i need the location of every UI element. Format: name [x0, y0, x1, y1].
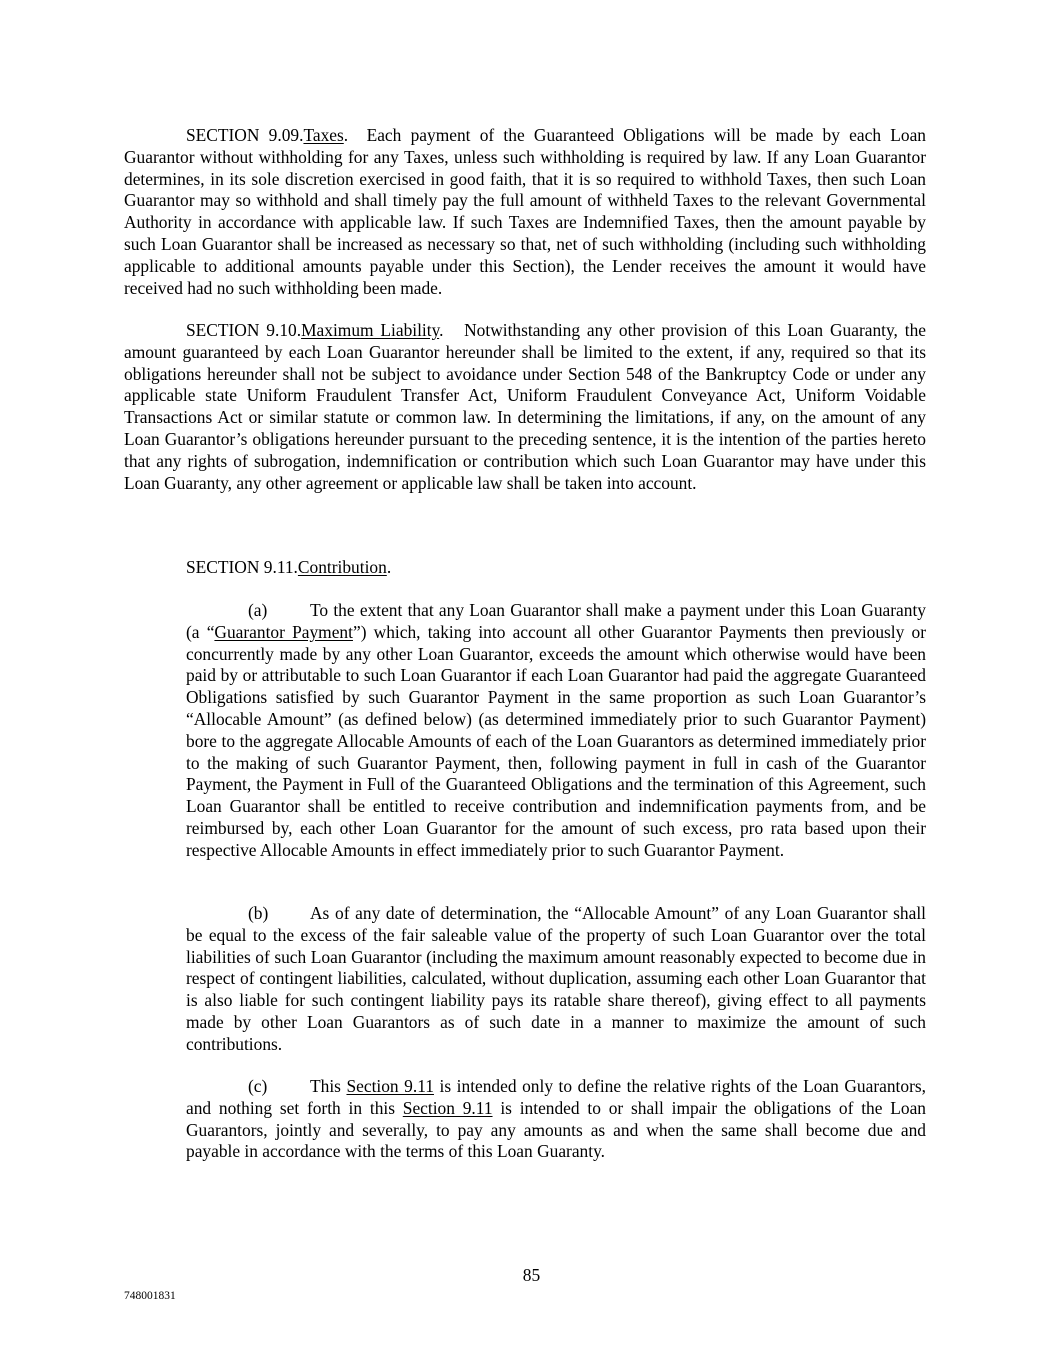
clause-a-text-2: ”) which, taking into account all other Guarantor Payments then previously or concurrently made by any other Loan Guarantor, exceeds the amount which otherwise would have been paid by or attributable to such Loan Guarantor if each Loan Guarantor had paid the aggregate Guaranteed Obligations satisfied by such Guarantor Payment in the same proportion as such Loan Guarantor’s “Allocable Amount” (as defined below) (as determined immediately prior to such Guarantor Payment) bore to the aggregate Allocable Amounts of each of the Loan Guarantors as determined immediately prior to the making of such Guarantor Payment, then, following payment in full in cash of the Guarantor Payment, the Payment in Full of the Guaranteed Obligations and the termination of this Agreement, such Loan Guarantor shall be entitled to receive contribution and indemnification payments from, and be reimbursed by, each other Loan Guarantor for the amount of such excess, pro rata based upon their respective Allocable Amounts in effect immediately prior to such Guarantor Payment.: [186, 621, 927, 860]
section-9-09: SECTION 9.09.Taxes. Each payment of the Guaranteed Obligations will be made by each Loan Guarantor without withholding for any Taxes, unless such withholding is required by law. If any Loan Guarantor determines, in its sole discretion exercised in good faith, that it is so required to withhold Taxes, then such Loan Guarantor may so withhold and shall timely pay the full amount of withheld Taxes to the relevant Governmental Authority in accordance with applicable law. If such Taxes are Indemnified Taxes, then the amount payable by such Loan Guarantor shall be increased as necessary so that, net of such withholding (including such withholding applicable to additional amounts payable under this Section), the Lender receives the amount it would have received had no such withholding been made.: [124, 125, 926, 298]
section-9-11-title: Contribution: [297, 557, 387, 577]
section-9-10-title: Maximum Liability: [301, 320, 440, 340]
clause-c-text-1: This: [310, 1076, 347, 1096]
clause-c: [186, 1076, 926, 1163]
clause-b: [186, 903, 926, 1056]
section-9-09-title: Taxes: [303, 125, 344, 145]
page-number: 85: [522, 1265, 541, 1285]
section-9-10-body: Notwithstanding any other provision of this Loan Guaranty, the amount guaranteed by each Loan Guarantor hereunder shall be limited to the extent, if any, required so that its obligations hereunder shall not be subject to avoidance under Section 548 of the Bankruptcy Code or under any applicable state Uniform Fraudulent Transfer Act, Uniform Fraudulent Conveyance Act, Uniform Voidable Transactions Act or similar statute or common law. In determining the limitations, if any, on the amount of any Loan Guarantor’s obligations hereunder pursuant to the preceding sentence, it is the intention of the parties hereto that any rights of subrogation, indemnification or contribution which such Loan Guarantor may have under this Loan Guaranty, any other agreement or applicable law shall be taken into account.: [124, 320, 926, 493]
clause-c-text-2: is intended only to define the relative rights of the Loan Guarantors, and nothing set forth in this: [186, 1076, 926, 1118]
clause-a: [186, 600, 926, 862]
clause-b-label: (b): [248, 903, 269, 923]
section-9-09-number: SECTION 9.09.: [186, 125, 304, 145]
clause-b-text: As of any date of determination, the “Allocable Amount” of any Loan Guarantor shall be equal to the excess of the fair saleable value of the property of such Loan Guarantor over the total liabilities of such Loan Guarantor (including the maximum amount reasonably expected to become due in respect of contingent liabilities, calculated, without duplication, assuming each other Loan Guarantor that is also liable for such contingent liability pays its ratable share thereof), giving effect to all payments made by other Loan Guarantors as of such date in a manner to maximize the amount of such contributions.: [186, 903, 926, 1054]
section-9-09-body: Each payment of the Guaranteed Obligations will be made by each Loan Guarantor without withholding for any Taxes, unless such withholding is required by law. If any Loan Guarantor determines, in its sole discretion exercised in good faith, that it is so required to withhold Taxes, then such Loan Guarantor may so withhold and shall timely pay the full amount of withheld Taxes to the relevant Governmental Authority in accordance with applicable law. If such Taxes are Indemnified Taxes, then the amount payable by such Loan Guarantor shall be increased as necessary so that, net of such withholding (including such withholding applicable to additional amounts payable under this Section), the Lender receives the amount it would have received had no such withholding been made.: [124, 125, 926, 298]
guarantor-payment-term: Guarantor Payment: [214, 621, 353, 642]
section-reference-link: Section 9.11: [402, 1097, 493, 1118]
section-9-11-number: SECTION 9.11.: [186, 557, 298, 577]
section-9-10: SECTION 9.10.Maximum Liability. Notwithstanding any other provision of this Loan Guaranty, the amount guaranteed by each Loan Guarantor hereunder shall be limited to the extent, if any, required so that its obligations hereunder shall not be subject to avoidance under Section 548 of the Bankruptcy Code or under any applicable state Uniform Fraudulent Transfer Act, Uniform Fraudulent Conveyance Act, Uniform Voidable Transactions Act or similar statute or common law. In determining the limitations, if any, on the amount of any Loan Guarantor’s obligations hereunder pursuant to the preceding sentence, it is the intention of the parties hereto that any rights of subrogation, indemnification or contribution which such Loan Guarantor may have under this Loan Guaranty, any other agreement or applicable law shall be taken into account.: [124, 320, 926, 493]
section-reference-link: Section 9.11: [346, 1076, 434, 1096]
section-9-10-number: SECTION 9.10.: [186, 320, 302, 340]
section-9-11-heading: SECTION 9.11.Contribution.: [186, 557, 392, 577]
clause-c-text-3: is intended to or shall impair the obligations of the Loan Guarantors, jointly and severally, to pay any amounts as and when the same shall become due and payable in accordance with the terms of this Loan Guaranty.: [186, 1097, 926, 1162]
clause-c-label: (c): [248, 1076, 268, 1096]
clause-a-text-1: To the extent that any Loan Guarantor shall make a payment under this Loan Guaranty (a “: [186, 600, 926, 642]
document-id: 748001831: [124, 1290, 176, 1302]
clause-a-label: (a): [248, 600, 268, 620]
